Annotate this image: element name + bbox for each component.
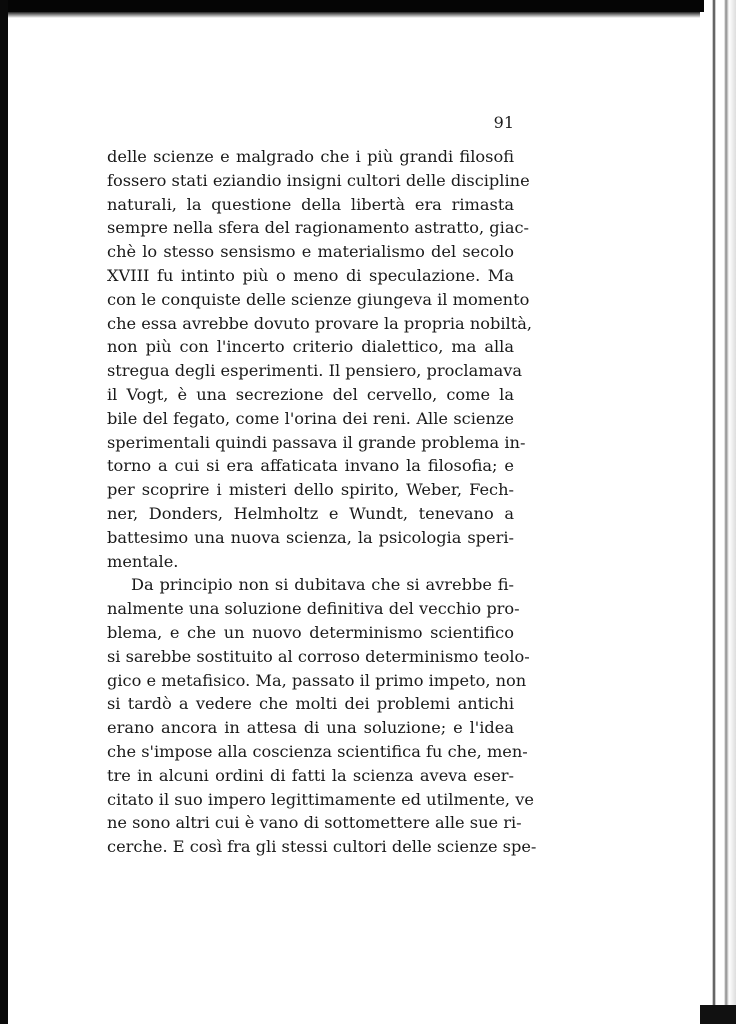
text-line: non più con l'incerto criterio dialettico, ma alla bbox=[107, 337, 514, 357]
scan-right-page-edge bbox=[704, 0, 736, 1024]
text-line: fossero stati eziandio insigni cultori delle discipline bbox=[107, 170, 530, 190]
text-line: battesimo una nuova scienza, la psicologia speri- bbox=[107, 527, 514, 547]
text-line: che essa avrebbe dovuto provare la propria nobiltà, bbox=[107, 313, 533, 333]
text-line: con le conquiste delle scienze giungeva il momento bbox=[107, 289, 530, 309]
text-line: si tardò a vedere che molti dei problemi antichi bbox=[107, 694, 514, 714]
paragraph bbox=[107, 573, 537, 859]
text-line: XVIII fu intinto più o meno di speculazione. Ma bbox=[107, 265, 514, 285]
text-line: gico e metafisico. Ma, passato il primo impeto, non bbox=[107, 670, 527, 690]
text-line: chè lo stesso sensismo e materialismo del secolo bbox=[107, 242, 514, 262]
text-line: ner, Donders, Helmholtz e Wundt, tenevano a bbox=[107, 503, 514, 523]
scan-top-border bbox=[0, 0, 736, 12]
text-line: naturali, la questione della libertà era rimasta bbox=[107, 194, 514, 214]
text-line: stregua degli esperimenti. Il pensiero, proclamava bbox=[107, 361, 523, 381]
text-line: mentale. bbox=[107, 551, 179, 571]
text-line: nalmente una soluzione definitiva del vecchio pro- bbox=[107, 599, 520, 619]
text-line: torno a cui si era affaticata invano la filosofia; e bbox=[107, 456, 514, 476]
scan-bottom-right-corner bbox=[700, 1005, 736, 1024]
text-line: cerche. E così fra gli stessi cultori delle scienze spe- bbox=[107, 837, 537, 857]
text-line: delle scienze e malgrado che i più grandi filosofi bbox=[107, 147, 514, 166]
text-line: il Vogt, è una secrezione del cervello, come la bbox=[107, 384, 514, 404]
text-line: tre in alcuni ordini di fatti la scienza aveva eser- bbox=[107, 765, 514, 785]
text-line: bile del fegato, come l'orina dei reni. Alle scienze bbox=[107, 408, 514, 428]
text-line: per scoprire i misteri dello spirito, Weber, Fech- bbox=[107, 480, 514, 500]
text-line: che s'impose alla coscienza scientifica fu che, men- bbox=[107, 741, 528, 761]
text-line: ne sono altri cui è vano di sottomettere alle sue ri- bbox=[107, 813, 522, 833]
body-text bbox=[107, 145, 537, 859]
text-line: citato il suo impero legittimamente ed utilmente, ve bbox=[107, 789, 534, 809]
text-line: erano ancora in attesa di una soluzione; e l'idea bbox=[107, 718, 514, 738]
page-number: 91 bbox=[493, 113, 514, 132]
text-line: si sarebbe sostituito al corroso determinismo teolo- bbox=[107, 646, 530, 666]
text-line: Da principio non si dubitava che si avrebbe fi- bbox=[131, 575, 514, 595]
scan-left-border bbox=[0, 0, 8, 1024]
paragraph bbox=[107, 145, 533, 573]
text-line: blema, e che un nuovo determinismo scientifico bbox=[107, 622, 514, 642]
text-line: sempre nella sfera del ragionamento astratto, giac- bbox=[107, 218, 530, 238]
scan-top-shadow bbox=[0, 12, 700, 18]
text-line: sperimentali quindi passava il grande problema in- bbox=[107, 432, 526, 452]
